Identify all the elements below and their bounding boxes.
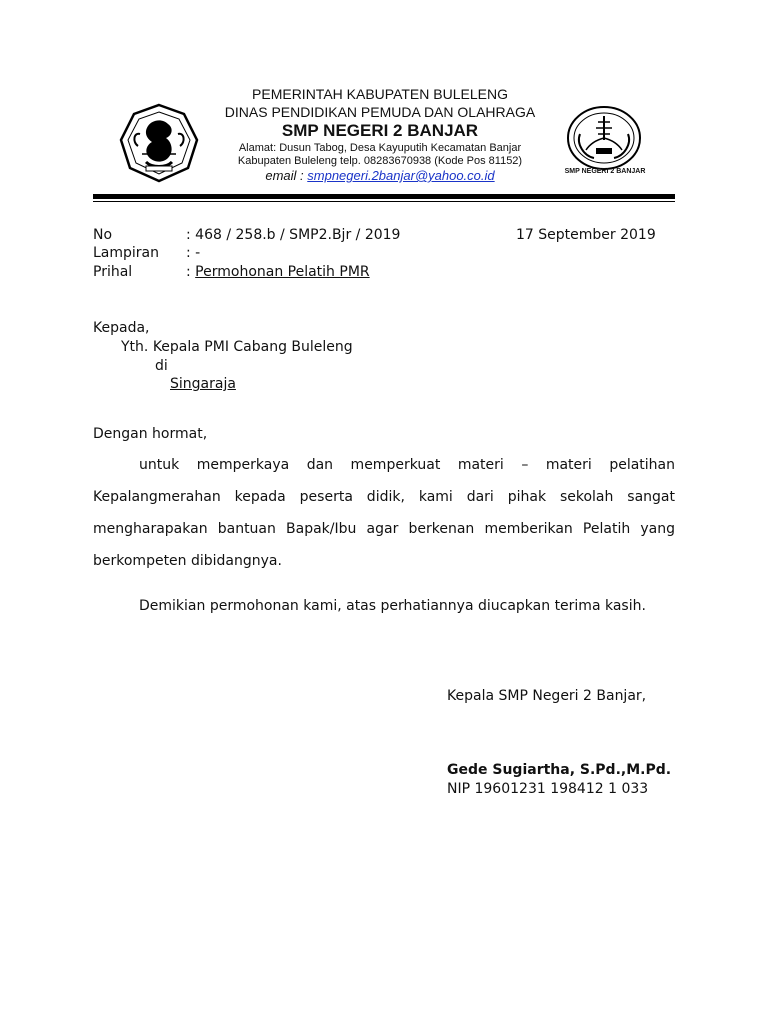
letterhead-government: PEMERINTAH KABUPATEN BULELENG: [252, 86, 508, 102]
paragraph-line-2: Kepalangmerahan kepada peserta didik, kami dari pihak sekolah sangat: [93, 489, 675, 505]
closing-sentence: Demikian permohonan kami, atas perhatiannya diucapkan terima kasih.: [139, 598, 646, 614]
prihal-colon: :: [186, 264, 196, 280]
letterhead-department: DINAS PENDIDIKAN PEMUDA DAN OLAHRAGA: [224, 104, 536, 120]
email-link[interactable]: smpnegeri.2banjar@yahoo.co.id: [307, 168, 495, 183]
school-emblem-logo: [562, 104, 646, 188]
greeting: Dengan hormat,: [93, 426, 208, 442]
recipient-city: Singaraja: [170, 376, 236, 392]
recipient-kepada: Kepada,: [93, 320, 150, 336]
letterhead-school-name: SMP NEGERI 2 BANJAR: [281, 121, 479, 140]
letterhead-email-line: [200, 168, 560, 183]
lampiran-label: Lampiran: [93, 245, 160, 261]
no-label: No: [93, 227, 113, 243]
school-emblem-caption: SMP NEGERI 2 BANJAR: [564, 168, 646, 175]
signature-title: Kepala SMP Negeri 2 Banjar,: [447, 688, 647, 704]
no-value: : 468 / 258.b / SMP2.Bjr / 2019: [186, 227, 401, 243]
signatory-nip: NIP 19601231 198412 1 033: [447, 781, 649, 797]
recipient-di: di: [155, 358, 168, 374]
letterhead-address-line2: Kabupaten Buleleng telp. 08283670938 (Kode Pos 81152): [237, 155, 523, 167]
lampiran-value: : -: [186, 245, 201, 261]
letter-date: 17 September 2019: [516, 227, 656, 243]
paragraph-line-1: untuk memperkaya dan memperkuat materi – materi pelatihan: [139, 457, 675, 473]
paragraph-line-3: mengharapakan bantuan Bapak/Ibu agar berkenan memberikan Pelatih yang: [93, 521, 675, 537]
prihal-label: Prihal: [93, 264, 133, 280]
prihal-value: Permohonan Pelatih PMR: [195, 264, 370, 280]
paragraph-line-4: berkompeten dibidangnya.: [93, 553, 282, 569]
letterhead-divider-thin: [93, 201, 675, 202]
signatory-name: Gede Sugiartha, S.Pd.,M.Pd.: [447, 762, 672, 778]
prihal-row: [186, 264, 370, 280]
letterhead-address-line1: Alamat: Dusun Tabog, Desa Kayuputih Kecamatan Banjar: [238, 142, 522, 154]
letterhead-divider-thick: [93, 194, 675, 199]
recipient-yth: Yth. Kepala PMI Cabang Buleleng: [121, 339, 353, 355]
email-label: email :: [265, 168, 308, 183]
regency-emblem-logo: [118, 102, 200, 184]
